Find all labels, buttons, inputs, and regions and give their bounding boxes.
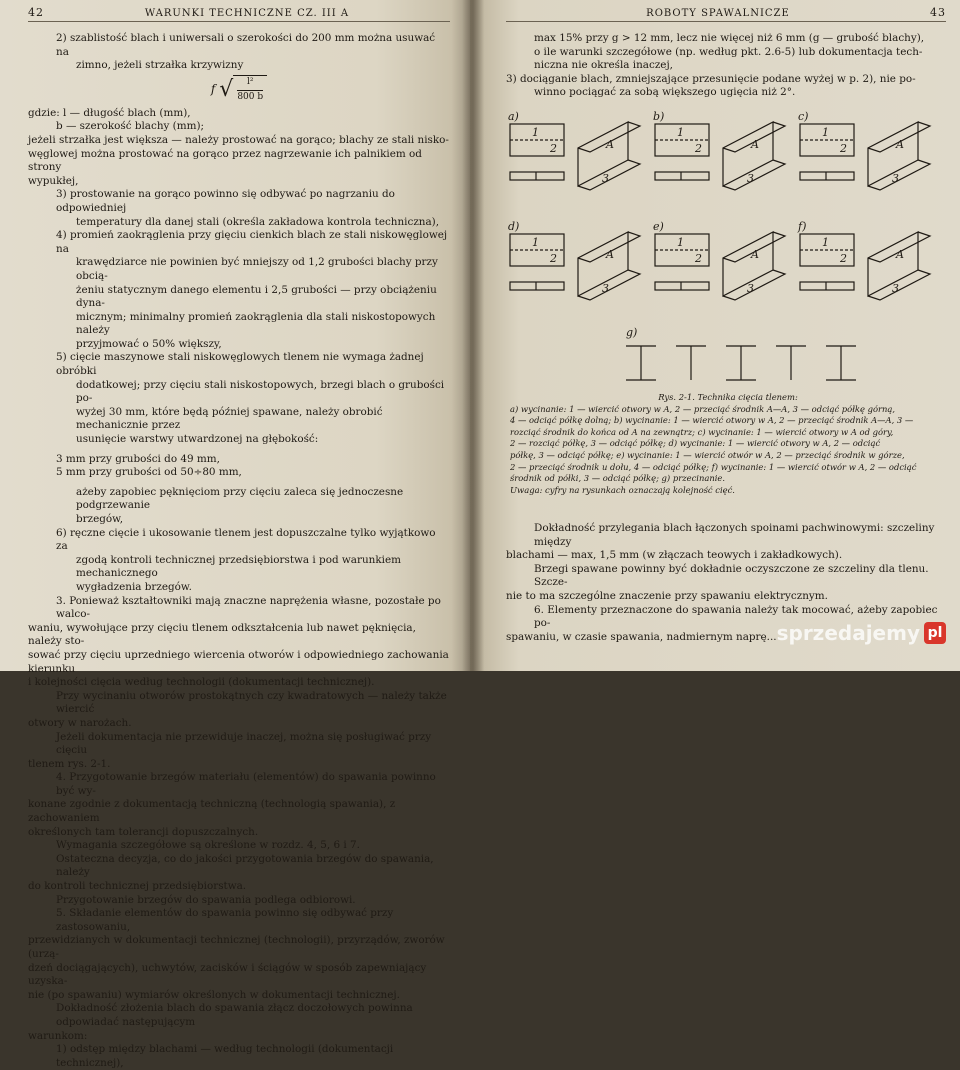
cutting-technique-drawings (506, 108, 946, 388)
caption-line: a) wycinanie: 1 — wiercić otwory w A, 2 — przeciąć środnik A—A, 3 — odciąć półkę górną, (510, 403, 896, 414)
panel-label: e) (653, 219, 664, 233)
caption-line: 2 — przeciąć środnik u dołu, 4 — odciąć półkę; f) wycinanie: 1 — wiercić otwór w A, 2 — odciąć (510, 461, 917, 472)
watermark-logo-icon: pl (924, 622, 946, 644)
right-running-head (506, 6, 946, 22)
callout-letter: A (606, 247, 614, 261)
formula-fraction (233, 75, 267, 104)
text-line: zgodą kontroli technicznej przedsiębiorstwa i pod warunkiem mechanicznego (76, 553, 401, 580)
left-page-body (28, 32, 450, 1070)
panel-label: f) (798, 219, 807, 233)
beam-flange (868, 270, 930, 300)
text-line: niczna nie określa inaczej, (534, 59, 673, 72)
text-line: Jeżeli dokumentacja nie przewiduje inaczej, można się posługiwać przy cięciu (56, 730, 432, 757)
callout-number: 1 (677, 125, 684, 139)
text-line: 3) dociąganie blach, zmniejszające przesunięcie podane wyżej w p. 2), nie po- (506, 72, 916, 85)
text-line: wypukłej, (28, 174, 79, 187)
text-line: spawaniu, w czasie spawania, nadmiernym naprę... (506, 630, 777, 643)
text-line: 4) promień zaokrąglenia przy gięciu cienkich blach ze stali niskowęglowej na (56, 229, 448, 255)
section-strip (655, 172, 709, 180)
text-line: 1) odstęp między blachami — według technologii (dokumentacji technicznej), (56, 1043, 394, 1069)
text-line: gdzie: l — długość blach (mm), (28, 106, 191, 119)
text-line: 5 mm przy grubości od 50÷80 mm, (56, 466, 242, 479)
text-line: Brzegi spawane powinny być dokładnie oczyszczone ze szczeliny dla tlenu. Szcze- (534, 562, 929, 589)
callout-number: 3 (892, 171, 899, 185)
watermark (777, 621, 946, 645)
right-page-number: 43 (929, 6, 946, 19)
caption-line: półkę, 3 — odciąć półkę; e) wycinanie: 1 — wiercić otwór w A, 2 — przeciąć środnik w górze, (510, 449, 905, 460)
callout-number: 3 (602, 281, 609, 295)
text-line: zimno, jeżeli strzałka krzywizny (76, 59, 244, 72)
callout-number: 2 (695, 251, 702, 265)
text-line: Dokładność złożenia blach do spawania złącz doczołowych powinna odpowiadać następującym (56, 1002, 413, 1028)
left-page (0, 0, 470, 1069)
beam-flange (723, 270, 785, 300)
text-line: 3 mm przy grubości do 49 mm, (56, 452, 220, 465)
root-sign-icon: √ (219, 76, 234, 102)
beam-flange (578, 160, 640, 190)
left-running-head-title: WARUNKI TECHNICZNE CZ. III A (144, 8, 350, 19)
panel-label: d) (508, 219, 520, 233)
text-line: do kontroli technicznej przedsiębiorstwa. (28, 880, 247, 893)
text-line: b — szerokość blachy (mm); (56, 120, 205, 133)
figure-caption (506, 392, 946, 496)
panel-label: c) (798, 109, 809, 123)
callout-number: 1 (532, 125, 539, 139)
panel-label: g) (626, 325, 638, 339)
text-line: nie to ma szczególne znaczenie przy spawaniu elektrycznym. (506, 589, 828, 602)
text-line: i kolejności cięcia według technologii (dokumentacji technicznej). (28, 676, 375, 689)
text-line: Dokładność przylegania blach łączonych spoinami pachwinowymi: szczeliny między (534, 521, 935, 548)
callout-letter: A (606, 137, 614, 151)
text-line: winno pociągać za sobą większego ugięcia niż 2°. (534, 86, 796, 99)
callout-letter: A (896, 137, 904, 151)
text-line: nie (po spawaniu) wymiarów określonych w dokumentacji technicznej. (28, 988, 400, 1001)
caption-line: rozciąć środnik do końca od A na zewnątrz; c) wycinanie: 1 — wiercić otwory w A od góry, (510, 426, 894, 437)
callout-number: 1 (677, 235, 684, 249)
caption-line: środnik od półki, 3 — odciąć półkę; g) przecinanie. (510, 473, 726, 484)
text-line: blachami — max, 1,5 mm (w złączach teowych i zakładkowych). (506, 549, 843, 562)
callout-letter: A (896, 247, 904, 261)
callout-number: 2 (550, 251, 557, 265)
text-line: przewidzianych w dokumentacji technicznej (technologii), przyrządów, zworów (urzą- (28, 934, 445, 960)
callout-number: 2 (550, 141, 557, 155)
text-line: max 15% przy g > 12 mm, lecz nie więcej niż 6 mm (g — grubość blachy), (534, 32, 925, 44)
book-gutter-shadow (462, 0, 484, 671)
caption-line: 2 — rozciąć półkę, 3 — odciąć półkę; d) wycinanie: 1 — wiercić otwory w A, 2 — odciąć (510, 438, 881, 449)
beam-flange (868, 160, 930, 190)
text-line: waniu, wywołujące przy cięciu tlenem odkształcenia lub nawet pęknięcia, należy sto- (28, 621, 416, 648)
right-running-head-title: ROBOTY SPAWALNICZE (646, 8, 790, 19)
caption-line: 4 — odciąć półkę dolną; b) wycinanie: 1 — wiercić otwory w A, 2 — przeciąć środnik A—A, 3 — (510, 415, 914, 426)
section-strip (655, 282, 709, 290)
caption-title: Rys. 2-1. Technika cięcia tlenem: (658, 391, 798, 402)
callout-number: 2 (695, 141, 702, 155)
formula-denominator: 800 b (237, 90, 263, 105)
panel-label: b) (653, 109, 665, 123)
callout-number: 3 (747, 281, 754, 295)
right-page (470, 0, 960, 671)
text-line: usunięcie warstwy utwardzonej na głębokość: (76, 433, 319, 446)
callout-number: 1 (822, 235, 829, 249)
section-strip (800, 282, 854, 290)
text-line: sować przy cięciu uprzedniego wiercenia otworów i odpowiedniego zachowania kierunku (28, 648, 449, 675)
text-line: konane zgodnie z dokumentacją techniczną (technologią spawania), z zachowaniem (28, 798, 396, 825)
text-line: warunkom: (28, 1029, 88, 1042)
text-line: 5) cięcie maszynowe stali niskowęglowych tlenem nie wymaga żadnej obróbki (56, 351, 424, 378)
text-line: micznym; minimalny promień zaokrąglenia dla stali niskostopowych należy (76, 310, 436, 337)
text-line: dodatkowej; przy cięciu stali niskostopowych, brzegi blach o grubości po- (76, 378, 445, 405)
text-line: węglowej można prostować na gorąco przez nagrzewanie ich palnikiem od strony (28, 147, 422, 174)
text-line: 6) ręczne cięcie i ukosowanie tlenem jest dopuszczalne tylko wyjątkowo za (56, 526, 436, 553)
text-line: 2) szablistość blach i uniwersali o szerokości do 200 mm można usuwać na (56, 32, 436, 58)
text-line: określonych tam tolerancji dopuszczalnych. (28, 825, 259, 838)
right-page-top-text (506, 32, 946, 100)
callout-number: 3 (747, 171, 754, 185)
figure-2-1 (506, 108, 946, 518)
text-line: wyżej 30 mm, które będą później spawane, należy obrobić mechanicznie przez (76, 405, 383, 432)
callout-number: 2 (840, 251, 847, 265)
section-strip (510, 282, 564, 290)
text-line: Przy wycinaniu otworów prostokątnych czy kwadratowych — należy także wiercić (56, 689, 447, 716)
left-page-number: 42 (28, 6, 44, 19)
text-line: 5. Składanie elementów do spawania powinno się odbywać przy zastosowaniu, (56, 907, 394, 933)
callout-number: 3 (602, 171, 609, 185)
text-line: otwory w narożach. (28, 716, 132, 729)
beam-flange (723, 160, 785, 190)
callout-number: 1 (822, 125, 829, 139)
text-line: krawędziarce nie powinien być mniejszy od 1,2 grubości blachy przy obcią- (76, 256, 438, 282)
text-line: Wymagania szczegółowe są określone w rozdz. 4, 5, 6 i 7. (56, 839, 360, 852)
text-line: brzegów, (76, 513, 124, 525)
text-line: 6. Elementy przeznaczone do spawania należy tak mocować, ażeby zapobiec po- (534, 603, 938, 630)
text-line: wygładzenia brzegów. (76, 580, 192, 593)
text-line: jeżeli strzałka jest większa — należy prostować na gorąco; blachy ze stali nisko- (28, 133, 449, 146)
text-line: Przygotowanie brzegów do spawania podlega odbiorowi. (56, 893, 356, 906)
text-line: o ile warunki szczegółowe (np. według pkt. 2.6-5) lub dokumentacja tech- (534, 45, 923, 58)
formula-numerator: l² (246, 77, 254, 88)
caption-line: Uwaga: cyfry na rysunkach oznaczają kolejność cięć. (510, 484, 735, 495)
text-line: 3. Ponieważ kształtowniki mają znaczne naprężenia własne, pozostałe po walco- (56, 594, 441, 621)
formula (28, 75, 450, 105)
text-line: 3) prostowanie na gorąco powinno się odbywać po nagrzaniu do odpowiedniej (56, 188, 395, 214)
text-line: 4. Przygotowanie brzegów materiału (elementów) do spawania powinno być wy- (56, 771, 436, 797)
text-line: ażeby zapobiec pęknięciom przy cięciu zaleca się jednoczesne podgrzewanie (76, 485, 404, 512)
watermark-text: sprzedajemy (776, 621, 920, 645)
text-line: przyjmować o 50% większy, (76, 337, 222, 350)
callout-number: 1 (532, 235, 539, 249)
callout-number: 2 (840, 141, 847, 155)
text-line: Ostateczna decyzja, co do jakości przygotowania brzegów do spawania, należy (56, 852, 434, 879)
section-strip (800, 172, 854, 180)
left-running-head (28, 6, 450, 22)
callout-letter: A (751, 137, 759, 151)
text-line: temperatury dla danej stali (określa zakładowa kontrola techniczna), (76, 215, 440, 228)
panel-label: a) (508, 109, 519, 123)
text-line: żeniu statycznym danego elementu i 2,5 grubości — przy obciążeniu dyna- (76, 283, 437, 310)
text-line: tlenem rys. 2-1. (28, 757, 111, 770)
callout-number: 3 (892, 281, 899, 295)
text-line: dzeń dociągających), uchwytów, zacisków i ściągów w sposób zapewniający uzyska- (28, 961, 427, 988)
formula-prefix: f (210, 81, 216, 96)
callout-letter: A (751, 247, 759, 261)
beam-flange (578, 270, 640, 300)
section-strip (510, 172, 564, 180)
